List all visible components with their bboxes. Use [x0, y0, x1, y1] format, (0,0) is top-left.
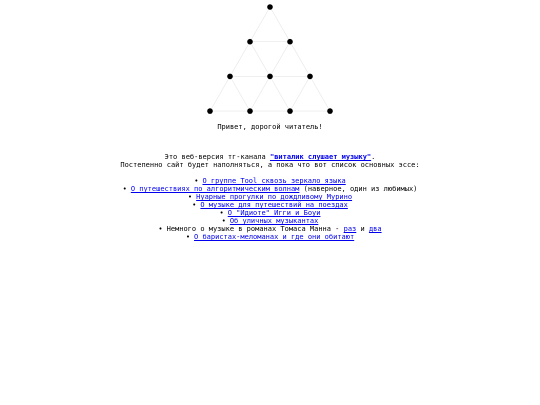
logo-line: [250, 76, 270, 111]
list-item: [0, 177, 540, 185]
essay-link-street-musicians[interactable]: Об уличных музыкантах: [229, 217, 319, 225]
logo-dot: [207, 108, 213, 114]
list-item: [0, 209, 540, 217]
essay-link-murino[interactable]: Нуарные прогулки по дождливому Мурино: [196, 193, 353, 201]
logo-dot: [327, 108, 333, 114]
logo-line: [310, 76, 330, 111]
essay-link-baristas[interactable]: О баристах-меломанах и где они обитают: [194, 233, 355, 241]
intro-prefix: Это веб-версия тг-канала: [164, 153, 270, 161]
intro-line-2: Постепенно сайт будет наполняться, а пока что вот список основных эссе:: [120, 161, 420, 169]
intro-suffix: .: [371, 153, 376, 161]
intro-text: [0, 153, 540, 169]
bullet: •: [185, 233, 191, 241]
essay-link-trains[interactable]: О музыке для путешествий на поездах: [200, 201, 348, 209]
logo-line: [230, 42, 250, 77]
list-item: [0, 193, 540, 201]
essay-link-algorithmic-waves[interactable]: О путешествиях по алгоритмическим волнам: [130, 185, 300, 193]
logo-line: [290, 42, 310, 77]
logo-line: [250, 42, 270, 77]
logo-line: [270, 76, 290, 111]
logo-dot: [287, 108, 293, 114]
bullet: •: [158, 225, 163, 233]
logo-line: [270, 42, 290, 77]
bullet: •: [122, 185, 127, 193]
essay-note: (наверное, один из любимых): [299, 185, 418, 193]
bullet: •: [194, 177, 199, 185]
essay-text-and: и: [356, 225, 369, 233]
essay-link-mann-two[interactable]: два: [368, 225, 382, 233]
triangle-dots-logo: [200, 0, 340, 120]
logo-dot: [267, 4, 273, 10]
essay-link-idiot[interactable]: О "Идиоте" Игги и Боуи: [227, 209, 321, 217]
list-item: [0, 233, 540, 241]
list-item: [0, 201, 540, 209]
logo-line: [250, 7, 270, 42]
bullet: •: [221, 217, 226, 225]
bullet: •: [219, 209, 224, 217]
logo-dot: [227, 74, 233, 80]
bullet: •: [192, 201, 197, 209]
list-item: [0, 225, 540, 233]
logo-line: [290, 76, 310, 111]
logo-dot: [247, 39, 253, 45]
logo-dot: [287, 39, 293, 45]
intro-line-1: [0, 153, 540, 161]
greeting-text: Привет, дорогой читатель!: [217, 123, 323, 131]
logo-line: [270, 7, 290, 42]
logo-line: [210, 76, 230, 111]
essay-link-mann-one[interactable]: раз: [343, 225, 357, 233]
essay-list: [0, 177, 540, 241]
essay-text-mann: Немного о музыке в романах Томаса Манна -: [166, 225, 344, 233]
list-item: [0, 217, 540, 225]
logo-dot: [267, 74, 273, 80]
logo-dot: [247, 108, 253, 114]
logo-line: [230, 76, 250, 111]
essay-link-tool[interactable]: О группе Tool сквозь зеркало языка: [202, 177, 346, 185]
bullet: •: [187, 193, 193, 201]
list-item: [0, 185, 540, 193]
channel-link[interactable]: "виталик слушает музыку": [269, 153, 372, 161]
logo-dot: [307, 74, 313, 80]
